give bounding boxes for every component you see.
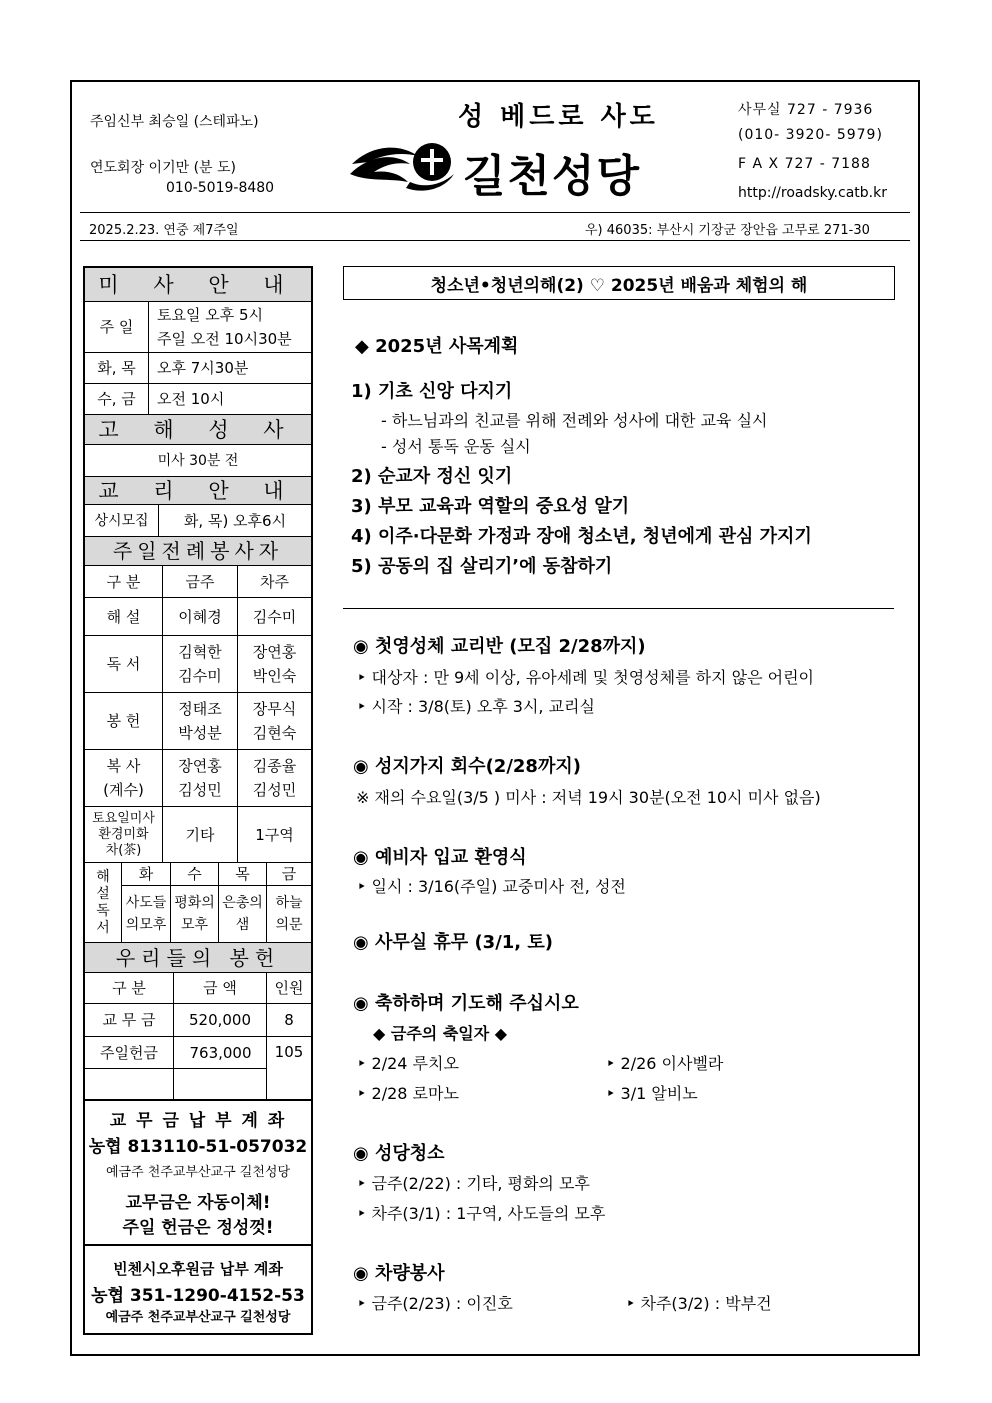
- offering-amount: 520,000: [173, 1004, 266, 1036]
- catechism-title-row: [85, 477, 311, 505]
- confession-title: 고 해 성 사: [98, 417, 298, 442]
- header-divider: [80, 212, 910, 213]
- servers-h-cat: 구 분: [106, 572, 141, 591]
- catechumen-title: ◉ 예비자 입교 환영식: [353, 847, 527, 868]
- account-number: 농협 813110-51-057032: [88, 1137, 308, 1157]
- chairman-info: 연도회장 이기만 (분 도): [90, 160, 236, 176]
- servers-row: [85, 598, 311, 636]
- first-communion-title: ◉ 첫영성체 교리반 (모집 2/28까지): [353, 636, 646, 657]
- mass-title: 미 사 안 내: [98, 272, 298, 297]
- reading-group: 하늘 의문: [266, 885, 311, 942]
- servers-title: 주일전례봉사자: [112, 539, 284, 563]
- confession-text: 미사 30분 전: [157, 452, 239, 469]
- offering-label: 교 무 금: [102, 1011, 156, 1029]
- servers-row-this: 기타: [162, 807, 237, 862]
- offering-amount: 763,000: [189, 1043, 252, 1062]
- catechism-text: 화, 목) 오후6시: [158, 505, 311, 536]
- mass-sunday-row: [85, 302, 311, 353]
- servers-row-next: 1구역: [237, 807, 311, 862]
- theme-banner: 청소년•청년의해(2) ♡ 2025년 배움과 체험의 해: [343, 266, 895, 300]
- plan-item-3: 3) 부모 교육과 역할의 중요성 알기: [351, 496, 630, 517]
- cleaning-title: ◉ 성당청소: [353, 1143, 445, 1164]
- catechumen-date: ‣ 일시 : 3/16(주일) 교중미사 전, 성전: [357, 877, 626, 896]
- catechism-label: 상시모집: [94, 512, 149, 529]
- catechism-row: [85, 505, 311, 537]
- palm-note: ※ 재의 수요일(3/5 ) 미사 : 저녁 19시 30분(오전 10시 미사 없음): [356, 788, 821, 807]
- servers-row-next: 장연홍 박인숙: [237, 636, 311, 692]
- cleaning-next-week: ‣ 차주(3/1) : 1구역, 사도들의 모후: [357, 1204, 606, 1223]
- catechism-title: 교 리 안 내: [98, 478, 298, 503]
- servers-row-next: 김종율 김성민: [237, 750, 311, 806]
- servers-row: [85, 636, 311, 693]
- servers-row-this: 김혁한 김수미: [162, 636, 237, 692]
- wedfri-time: 오전 10시: [148, 384, 311, 414]
- office-phone: 사무실 727 - 7936: [738, 102, 874, 118]
- website-url: http://roadsky.catb.kr: [738, 185, 887, 201]
- offering-h-people: 인원: [266, 973, 311, 1003]
- issue-date: 2025.2.23. 연중 제7주일: [89, 223, 239, 238]
- account-holder: 예금주 천주교부산교구 길천성당: [105, 1165, 291, 1180]
- servers-header-row: [85, 566, 311, 598]
- offering-row: [85, 1037, 311, 1101]
- plan-item-1a: - 하느님과의 친교를 위해 전례와 성사에 대한 교육 실시: [381, 411, 768, 430]
- mass-tuethu-row: [85, 353, 311, 384]
- cleaning-this-week: ‣ 금주(2/22) : 기타, 평화의 모후: [357, 1174, 590, 1193]
- first-communion-start: ‣ 시작 : 3/8(토) 오후 3시, 교리실: [357, 697, 595, 716]
- reading-group: 사도들 의모후: [125, 894, 167, 933]
- servers-row-label: 토요일미사 환경미화 차(茶): [92, 810, 155, 858]
- servers-row-label: 복 사 (계수): [103, 757, 144, 799]
- offering-people: 105: [266, 1037, 311, 1099]
- sunday-time-2: 주일 오전 10시30분: [157, 330, 292, 348]
- mass-title-row: [85, 268, 311, 302]
- palm-title: ◉ 성지가지 회수(2/28까지): [353, 756, 581, 777]
- vehicle-title: ◉ 차량봉사: [353, 1263, 445, 1284]
- servers-row-next: 장무식 김현숙: [237, 693, 311, 749]
- plan-item-1: 1) 기초 신앙 다지기: [351, 381, 513, 402]
- servers-row-label: 독 서: [106, 655, 141, 673]
- mobile-phone: (010- 3920- 5979): [738, 127, 883, 143]
- servers-row-this: 정태조 박성분: [162, 693, 237, 749]
- feast-item: ‣ 2/24 루치오: [357, 1054, 459, 1073]
- sunday-label: 주 일: [99, 318, 134, 336]
- tuethu-label: 화, 목: [97, 359, 136, 377]
- wedfri-label: 수, 금: [97, 390, 136, 408]
- vehicle-this-week: ‣ 금주(2/23) : 이진호: [357, 1294, 513, 1313]
- reading-day: 수: [170, 863, 218, 885]
- servers-row: [85, 750, 311, 807]
- account-note-2: 주일 헌금은 정성껏!: [122, 1218, 274, 1238]
- servers-row-this: 이혜경: [162, 598, 237, 635]
- feast-title: ◉ 축하하며 기도해 주십시오: [353, 993, 579, 1014]
- pastor-info: 주임신부 최승일 (스테파노): [90, 114, 259, 130]
- reading-day: 화: [138, 865, 154, 883]
- servers-title-row: [85, 537, 311, 566]
- plan-item-5: 5) 공동의 집 살리기’에 동참하기: [351, 556, 613, 577]
- parish-address: 우) 46035: 부산시 기장군 장안읍 고무로 271-30: [585, 223, 870, 238]
- offering-h-amount: 금 액: [173, 973, 266, 1003]
- reading-groups: [85, 863, 311, 942]
- mass-wedfri-row: [85, 384, 311, 415]
- sunday-time-1: 토요일 오후 5시: [157, 306, 264, 324]
- feast-item: ‣ 2/28 로마노: [357, 1084, 459, 1103]
- parish-name: 길천성당: [463, 151, 642, 202]
- fax-number: F A X 727 - 7188: [738, 156, 871, 172]
- reading-group: 은총의 샘: [218, 885, 266, 942]
- offering-h-cat: 구 분: [112, 979, 146, 997]
- plan-item-2: 2) 순교자 정신 잇기: [351, 466, 513, 487]
- vehicle-next-week: ‣ 차주(3/2) : 박부건: [626, 1294, 772, 1313]
- reading-day: 금: [266, 863, 311, 885]
- confession-title-row: [85, 415, 311, 445]
- date-divider: [80, 240, 910, 241]
- offering-people: 8: [266, 1004, 311, 1036]
- servers-row: [85, 807, 311, 863]
- vincent-title: 빈첸시오후원금 납부 계좌: [113, 1260, 283, 1278]
- offering-row: [85, 1004, 311, 1037]
- servers-row-next: 김수미: [237, 598, 311, 635]
- first-communion-target: ‣ 대상자 : 만 9세 이상, 유아세례 및 첫영성체를 하지 않은 어린이: [357, 668, 814, 687]
- servers-h-next: 차주: [237, 566, 311, 597]
- servers-row: [85, 693, 311, 750]
- feast-subtitle: ◆ 금주의 축일자 ◆: [373, 1024, 508, 1043]
- reading-label: 해 설 독 서: [96, 868, 110, 936]
- plan-title: ◆ 2025년 사목계획: [355, 336, 519, 357]
- reading-group: 평화의 모후: [170, 885, 218, 942]
- offering-title-row: [85, 942, 311, 973]
- plan-item-4: 4) 이주·다문화 가정과 장애 청소년, 청년에게 관심 가지기: [351, 526, 812, 547]
- offering-label: 주일헌금: [100, 1043, 158, 1062]
- servers-row-label: 해 설: [106, 607, 141, 626]
- offering-title: 우리들의 봉헌: [115, 945, 281, 970]
- plan-item-1b: - 성서 통독 운동 실시: [381, 437, 531, 456]
- feast-item: ‣ 3/1 알비노: [606, 1084, 698, 1103]
- offering-header-row: [85, 973, 311, 1004]
- vincent-number: 농협 351-1290-4152-53: [91, 1286, 305, 1306]
- tuethu-time: 오후 7시30분: [148, 353, 311, 383]
- account-title: 교 무 금 납 부 계 좌: [109, 1111, 287, 1131]
- section-divider: [343, 608, 894, 609]
- feast-item: ‣ 2/26 이사벨라: [606, 1054, 724, 1073]
- office-closed-title: ◉ 사무실 휴무 (3/1, 토): [353, 932, 554, 953]
- vincent-holder: 예금주 천주교부산교구 길천성당: [105, 1310, 291, 1325]
- chairman-phone: 010-5019-8480: [166, 180, 275, 196]
- reading-day: 목: [218, 863, 266, 885]
- parish-logo: [348, 134, 458, 194]
- servers-row-label: 봉 헌: [106, 712, 141, 730]
- servers-h-this: 금주: [162, 566, 237, 597]
- account-note-1: 교무금은 자동이체!: [125, 1193, 271, 1213]
- parish-patron: 성 베드로 사도: [458, 102, 659, 132]
- servers-row-this: 장연홍 김성민: [162, 750, 237, 806]
- sidebar-info-table: [83, 266, 313, 1335]
- confession-row: [85, 445, 311, 477]
